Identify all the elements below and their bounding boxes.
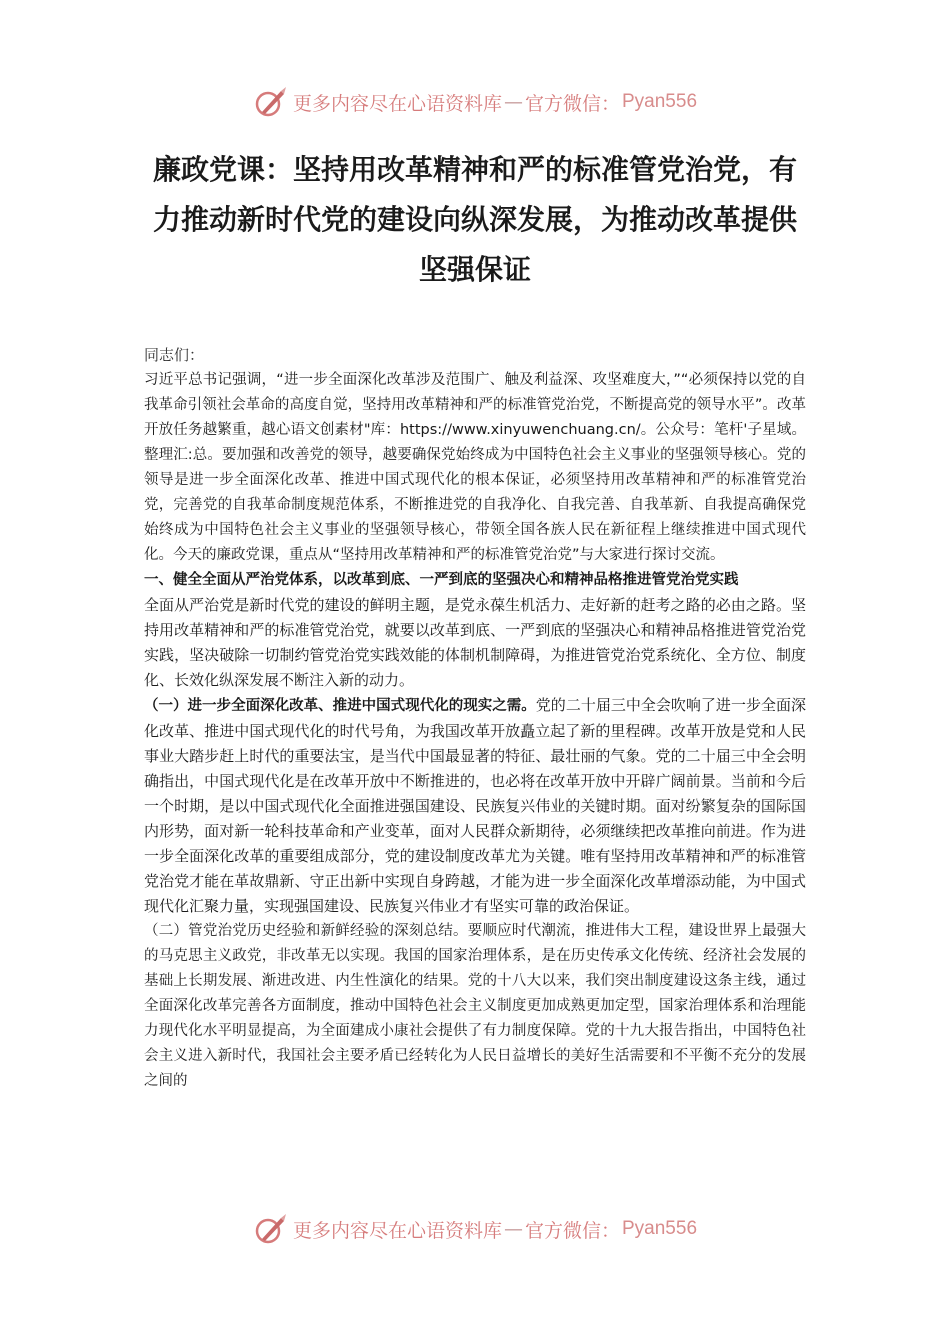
footer-watermark-banner: [0, 1209, 950, 1249]
subsection-1-paragraph: [144, 693, 806, 919]
banner-prefix: 更多内容尽在心语资料库: [292, 1219, 502, 1242]
banner-wechat-label: 官方微信：: [524, 92, 620, 115]
banner-dash: —: [503, 1218, 523, 1240]
subsection-2-paragraph: （二）管党治党历史经验和新鲜经验的深刻总结。要顺应时代潮流，推进伟大工程，建设世界上最强大的马克思主义政党，非改革无以实现。我国的国家治理体系，是在历史传承文化传统、经济社会发展的基础上长期发展、渐进改进、内生性演化的结果。党的十八大以来，我们突出制度建设这条主线，通过全面深化改革完善各方面制度，推动中国特色社会主义制度更加成熟更加定型，国家治理体系和治理能力现代化水平明显提高，为全面建成小康社会提供了有力制度保障。党的十九大报告指出，中国特色社会主义进入新时代，我国社会主要矛盾已经转化为人民日益增长的美好生活需要和不平衡不充分的发展之间的: [144, 923, 806, 1089]
quill-pen-logo-icon: [253, 85, 287, 119]
quill-pen-logo-icon: [253, 1212, 287, 1246]
greeting: 同志们：: [144, 346, 205, 364]
banner-dash: —: [503, 91, 523, 113]
subsection-1-lead: （一）进一步全面深化改革、推进中国式现代化的现实之需。: [144, 698, 536, 714]
subsection-1-body: 党的二十届三中全会吹响了进一步全面深化改革、推进中国式现代化的时代号角，为我国改革开放矗立起了新的里程碑。改革开放是党和人民事业大踏步赶上时代的重要法宝，是当代中国最显著的特征、最壮丽的气象。党的二十届三中全会明确指出，中国式现代化是在改革开放中不断推进的，也必将在改革开放中开辟广阔前景。当前和今后一个时期，是以中国式现代化全面推进强国建设、民族复兴伟业的关键时期。面对纷繁复杂的国际国内形势，面对新一轮科技革命和产业变革，面对人民群众新期待，必须继续把改革推向前进。作为进一步全面深化改革的重要组成部分，党的建设制度改革尤为关键。唯有坚持用改革精神和严的标准管党治党才能在革故鼎新、守正出新中实现自身跨越，才能为进一步全面深化改革增添动能，为中国式现代化汇聚力量，实现强国建设、民族复兴伟业才有坚实可靠的政治保证。: [144, 696, 806, 915]
banner-wechat-id: Pyan556: [622, 91, 698, 112]
banner-prefix: 更多内容尽在心语资料库: [292, 92, 502, 115]
banner-wechat-id: Pyan556: [622, 1218, 698, 1239]
section-1-paragraph: 全面从严治党是新时代党的建设的鲜明主题，是党永葆生机活力、走好新的赶考之路的必由之路。坚持用改革精神和严的标准管党治党，就要以改革到底、一严到底的坚强决心和精神品格推进管党治党实践，坚决破除一切制约管党治党实践效能的体制机制障碍，为推进管党治党系统化、全方位、制度化、长效化纵深发展不断注入新的动力。: [144, 596, 806, 689]
section-1-heading: 一、健全全面从严治党体系，以改革到底、一严到底的坚强决心和精神品格推进管党治党实践: [144, 572, 739, 588]
document-title: 廉政党课：坚持用改革精神和严的标准管党治党，有力推动新时代党的建设向纵深发展，为推动改革提供坚强保证: [152, 153, 797, 286]
intro-paragraph: 习近平总书记强调，“进一步全面深化改革涉及范围广、触及利益深、攻坚难度大，”“必须保持以党的自我革命引领社会革命的高度自觉，坚持用改革精神和严的标准管党治党，不断提高党的领导水平”。改革开放任务越繁重，越心语文创素材"库：https://www.xinyuwenchuang.cn/。公众号：笔杆'子星域。整理汇:总。要加强和改善党的领导，越要确保党始终成为中国特色社会主义事业的坚强领导核心。党的领导是进一步全面深化改革、推进中国式现代化的根本保证，必须坚持用改革精神和严的标准管党治党，完善党的自我革命制度规范体系，不断推进党的自我净化、自我完善、自我革新、自我提高确保党始终成为中国特色社会主义事业的坚强领导核心，带领全国各族人民在新征程上继续推进中国式现代化。今天的廉政党课，重点从“坚持用改革精神和严的标准管党治党”与大家进行探讨交流。: [144, 372, 806, 563]
document-body: [144, 343, 806, 1094]
banner-wechat-label: 官方微信：: [524, 1219, 620, 1242]
header-watermark-banner: [0, 82, 950, 122]
